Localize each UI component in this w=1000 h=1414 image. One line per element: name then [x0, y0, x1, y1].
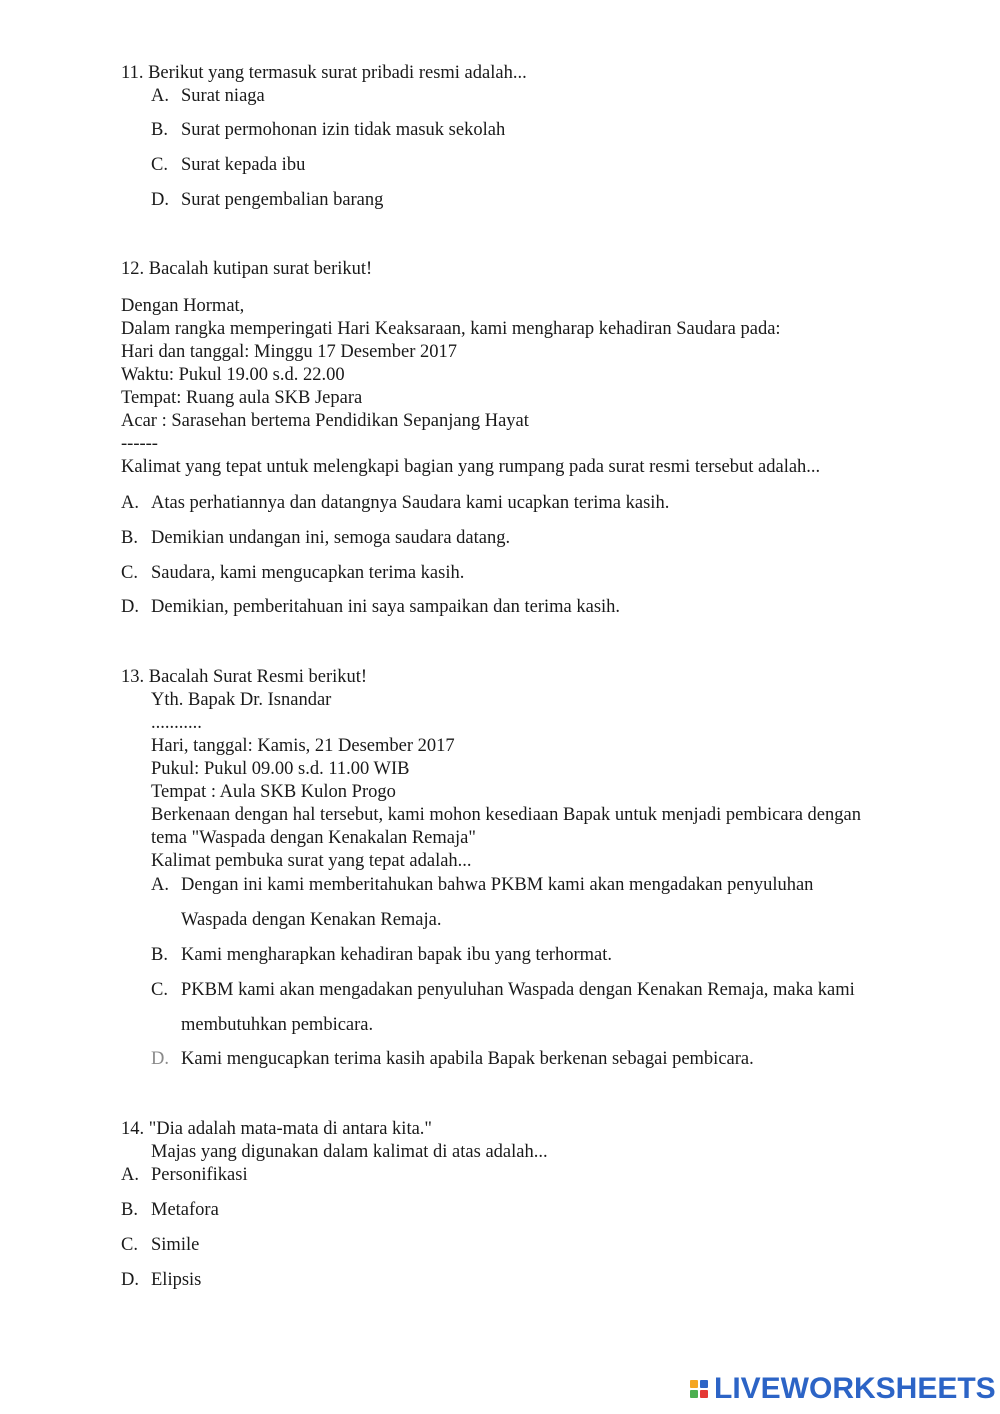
option-label: C.	[151, 980, 168, 1000]
q13-letter-line: Hari, tanggal: Kamis, 21 Desember 2017	[151, 736, 455, 756]
grid-square	[700, 1380, 708, 1388]
grid-square	[690, 1380, 698, 1388]
option-label: A.	[121, 1165, 139, 1185]
q14-option-c[interactable]	[121, 1234, 199, 1257]
q11-option-d[interactable]	[151, 189, 383, 212]
option-label: B.	[121, 528, 138, 548]
q13-stem: 13. Bacalah Surat Resmi berikut!	[121, 667, 368, 687]
q13-option-c[interactable]	[151, 979, 855, 1002]
option-label: B.	[151, 945, 168, 965]
option-label: D.	[151, 190, 169, 210]
q14-question: Majas yang digunakan dalam kalimat di atas adalah...	[151, 1142, 548, 1162]
q11-option-c[interactable]	[151, 154, 305, 177]
q13-letter-line: tema "Waspada dengan Kenakalan Remaja"	[151, 828, 476, 848]
q11-option-b[interactable]	[151, 119, 505, 142]
option-label: A.	[151, 875, 169, 895]
q14-option-b[interactable]	[121, 1199, 219, 1222]
q12-option-c[interactable]	[121, 562, 464, 585]
option-text: Surat pengembalian barang	[181, 190, 384, 210]
q13-letter-line: Kalimat pembuka surat yang tepat adalah...	[151, 851, 472, 871]
q14-stem: 14. "Dia adalah mata-mata di antara kita."	[121, 1119, 432, 1139]
option-text: Surat niaga	[181, 86, 265, 106]
q14-option-a[interactable]	[121, 1164, 248, 1187]
grid-square	[690, 1390, 698, 1398]
option-label: D.	[151, 1049, 169, 1069]
q13-option-a-cont: Waspada dengan Kenakan Remaja.	[181, 910, 442, 930]
q13-option-d[interactable]	[151, 1048, 754, 1071]
q13-option-c-cont: membutuhkan pembicara.	[181, 1015, 374, 1035]
liveworksheets-logo[interactable]	[690, 1374, 996, 1404]
option-label: C.	[121, 563, 138, 583]
option-label: A.	[121, 493, 139, 513]
option-text: Demikian undangan ini, semoga saudara datang.	[151, 528, 511, 548]
option-label: B.	[121, 1200, 138, 1220]
q12-stem: 12. Bacalah kutipan surat berikut!	[121, 259, 373, 279]
q12-option-a[interactable]	[121, 492, 669, 515]
option-label: D.	[121, 1270, 139, 1290]
option-text: Simile	[151, 1235, 200, 1255]
option-text: Atas perhatiannya dan datangnya Saudara kami ucapkan terima kasih.	[151, 493, 670, 513]
option-text: Personifikasi	[151, 1165, 248, 1185]
q12-letter-line: Waktu: Pukul 19.00 s.d. 22.00	[121, 365, 345, 385]
option-label: A.	[151, 86, 169, 106]
option-label: C.	[121, 1235, 138, 1255]
logo-text: LIVEWORKSHEETS	[714, 1372, 996, 1405]
q12-letter-line: Dalam rangka memperingati Hari Keaksaraan, kami mengharap kehadiran Saudara pada:	[121, 319, 781, 339]
option-text: Dengan ini kami memberitahukan bahwa PKBM kami akan mengadakan penyuluhan	[181, 875, 814, 895]
q12-letter-line: Tempat: Ruang aula SKB Jepara	[121, 388, 363, 408]
option-text: Elipsis	[151, 1270, 202, 1290]
q13-letter-line: Tempat : Aula SKB Kulon Progo	[151, 782, 396, 802]
q11-option-a[interactable]	[151, 85, 265, 108]
option-text: Surat permohonan izin tidak masuk sekolah	[181, 120, 506, 140]
q11-stem: 11. Berikut yang termasuk surat pribadi resmi adalah...	[121, 63, 527, 83]
option-text: Saudara, kami mengucapkan terima kasih.	[151, 563, 465, 583]
q13-option-a[interactable]	[151, 874, 813, 897]
q13-letter-line: ...........	[151, 713, 202, 733]
option-text: Metafora	[151, 1200, 219, 1220]
option-text: Kami mengharapkan kehadiran bapak ibu yang terhormat.	[181, 945, 612, 965]
q12-option-b[interactable]	[121, 527, 510, 550]
q13-letter-line: Yth. Bapak Dr. Isnandar	[151, 690, 332, 710]
q13-option-b[interactable]	[151, 944, 612, 967]
q12-question: Kalimat yang tepat untuk melengkapi bagian yang rumpang pada surat resmi tersebut adalah...	[121, 457, 821, 477]
option-text: PKBM kami akan mengadakan penyuluhan Waspada dengan Kenakan Remaja, maka kami	[181, 980, 855, 1000]
option-text: Surat kepada ibu	[181, 155, 306, 175]
liveworksheets-grid-icon	[690, 1380, 708, 1398]
option-label: D.	[121, 597, 139, 617]
grid-square	[700, 1390, 708, 1398]
q14-option-d[interactable]	[121, 1269, 201, 1292]
q12-letter-line: Dengan Hormat,	[121, 296, 245, 316]
option-text: Kami mengucapkan terima kasih apabila Bapak berkenan sebagai pembicara.	[181, 1049, 754, 1069]
option-label: B.	[151, 120, 168, 140]
option-text: Demikian, pemberitahuan ini saya sampaikan dan terima kasih.	[151, 597, 621, 617]
q13-letter-line: Berkenaan dengan hal tersebut, kami mohon kesediaan Bapak untuk menjadi pembicara dengan	[151, 805, 861, 825]
option-label: C.	[151, 155, 168, 175]
q12-letter-line: Acar : Sarasehan bertema Pendidikan Sepanjang Hayat	[121, 411, 529, 431]
q12-letter-line: ------	[121, 434, 158, 454]
q12-letter-line: Hari dan tanggal: Minggu 17 Desember 2017	[121, 342, 458, 362]
q12-option-d[interactable]	[121, 596, 620, 619]
q13-letter-line: Pukul: Pukul 09.00 s.d. 11.00 WIB	[151, 759, 410, 779]
